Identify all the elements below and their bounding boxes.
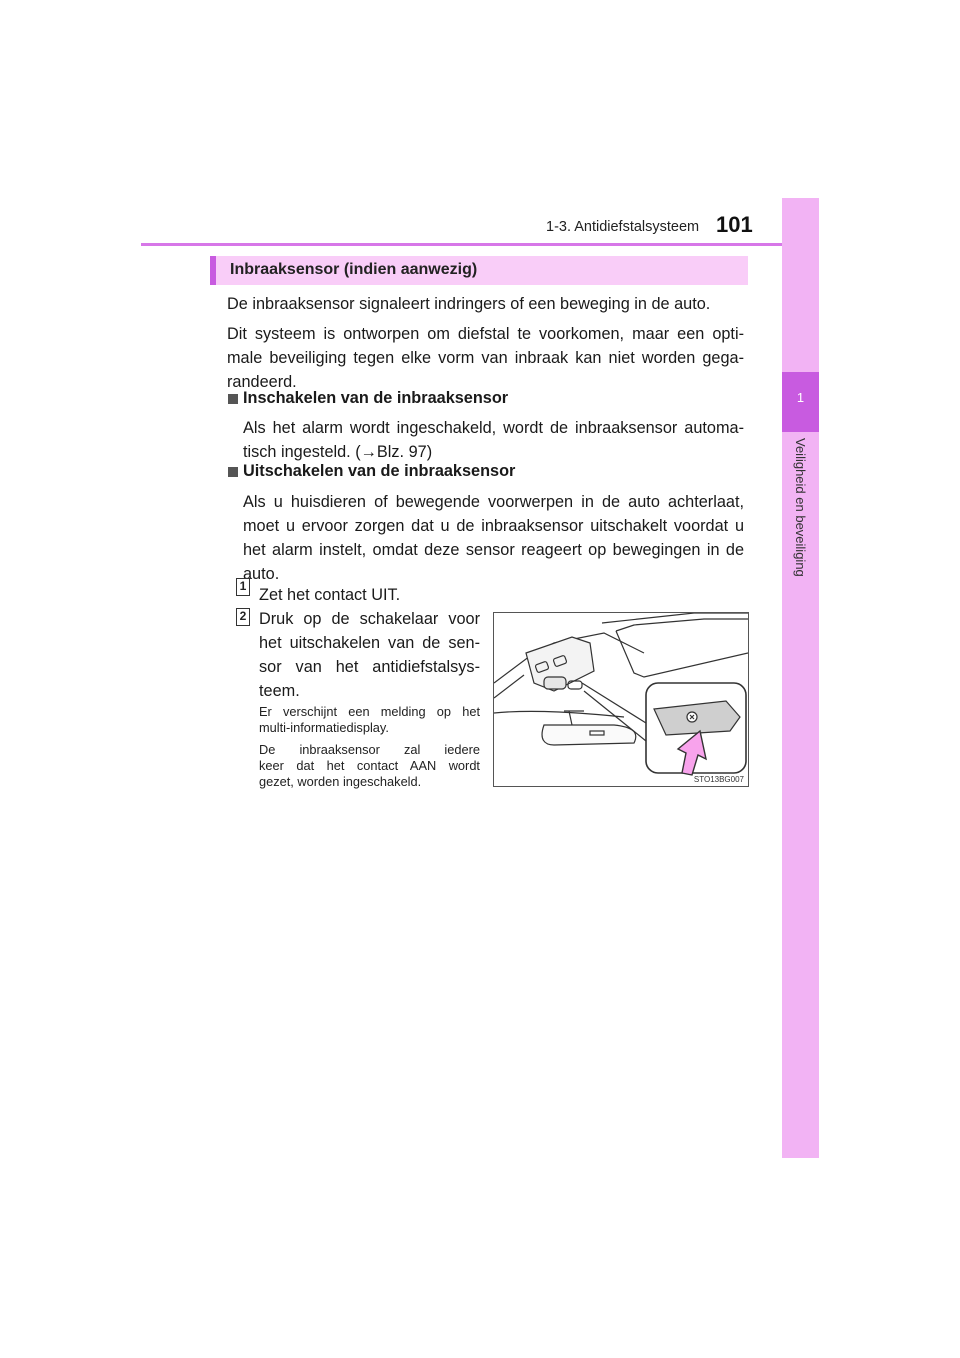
illustration-code: STO13BG007	[693, 775, 744, 784]
subheading-enable: Inschakelen van de inbraaksensor	[243, 389, 509, 407]
note-line: De inbraaksensor zal iedere	[259, 742, 480, 757]
square-bullet-icon	[228, 467, 238, 477]
step-text: Zet het contact UIT.	[259, 586, 401, 604]
paragraph-line: Als het alarm wordt ingeschakeld, wordt de inbraaksensor automa-	[243, 419, 744, 437]
step-text: sor van het antidiefstalsys-	[259, 658, 480, 676]
note-line: Er verschijnt een melding op het	[259, 704, 480, 719]
intro-text: De inbraaksensor signaleert indringers of een beweging in de auto.	[227, 295, 711, 313]
step-number-badge: 1	[236, 578, 250, 596]
step-number-badge: 2	[236, 608, 250, 626]
paragraph-line: het alarm instelt, omdat deze sensor reageert op bewegingen in de	[243, 541, 744, 559]
note-line: gezet, worden ingeschakeld.	[259, 774, 422, 789]
section-title: Inbraaksensor (indien aanwezig)	[230, 261, 478, 278]
note-line: multi-informatiedisplay.	[259, 720, 389, 735]
square-bullet-icon	[228, 394, 238, 404]
step-text: Druk op de schakelaar voor	[259, 610, 480, 628]
step-text: teem.	[259, 682, 300, 700]
overhead-console-illustration	[493, 612, 749, 787]
car-interior-drawing	[494, 613, 748, 786]
chapter-title: Veiligheid en beveiliging	[793, 438, 808, 577]
header-section-title: 1-3. Antidiefstalsysteem	[546, 219, 700, 235]
paragraph-line: moet u ervoor zorgen dat u de inbraaksensor uitschakelt voordat u	[243, 517, 744, 535]
section-heading-box	[210, 256, 748, 285]
note-line: keer dat het contact AAN wordt	[259, 758, 480, 773]
chapter-sidebar	[782, 198, 819, 1158]
chapter-number: 1	[796, 390, 805, 405]
step-text: het uitschakelen van de sen-	[259, 634, 480, 652]
paragraph-line: tisch ingesteld. (→Blz. 97)	[243, 443, 433, 461]
page-number: 101	[716, 212, 753, 237]
header-divider	[141, 243, 819, 246]
paragraph-line: Dit systeem is ontworpen om diefstal te voorkomen, maar een opti-	[227, 325, 744, 343]
paragraph-line: randeerd.	[227, 373, 297, 391]
subheading-disable: Uitschakelen van de inbraaksensor	[243, 462, 516, 480]
paragraph-line: male beveiliging tegen elke vorm van inbraak kan niet worden gega-	[227, 349, 744, 367]
paragraph-line: auto.	[243, 565, 280, 583]
paragraph-line: Als u huisdieren of bewegende voorwerpen in de auto achterlaat,	[243, 493, 744, 511]
